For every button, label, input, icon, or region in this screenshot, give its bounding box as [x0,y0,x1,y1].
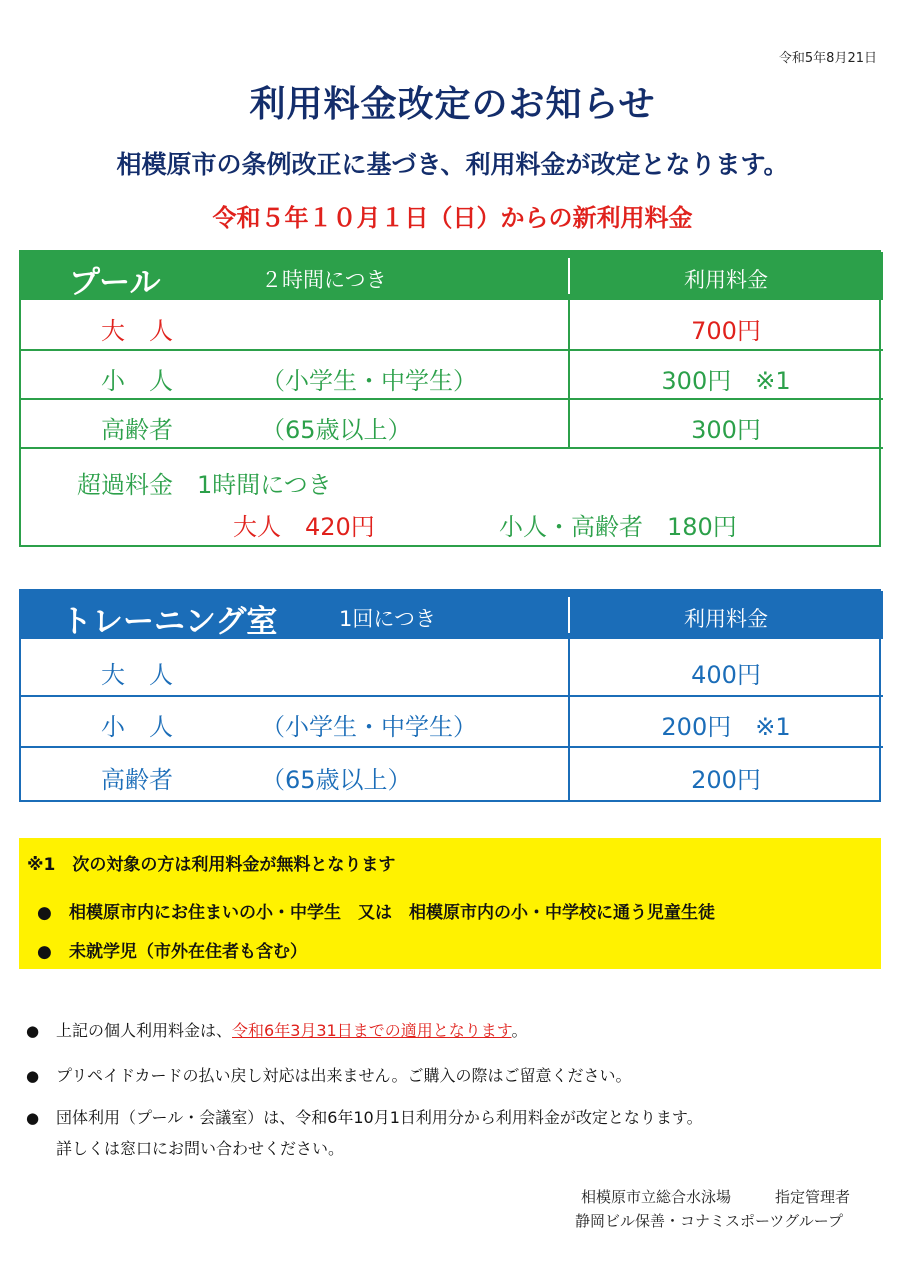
table-row [21,644,883,694]
table-row [21,696,883,746]
row-sublabel: （小学生・中学生） [261,713,477,741]
row-label: 小 人 [101,713,173,741]
bullet-icon: ● [26,1067,40,1085]
free-eligibility-note [19,838,881,969]
pool-table-title: プール [69,265,161,301]
note-item-text: 未就学児（市外在住者も含む） [69,942,307,962]
page-subtitle: 相模原市の条例改正に基づき、利用料金が改定となります。 [116,150,789,179]
footer-note [26,1105,703,1128]
training-fee-header: 利用料金 [684,607,768,631]
row-sublabel: （65歳以上） [261,416,412,444]
excess-fee-section [21,448,883,547]
row-price: 200円 [691,766,761,794]
note-item [37,937,307,962]
footer-text: プリペイドカードの払い戻し対応は出来ません。ご購入の際はご留意ください。 [56,1066,632,1085]
row-price: 700円 [691,317,761,345]
pool-table-header [21,252,883,300]
footer-text: 団体利用（プール・会議室）は、令和6年10月1日利用分から利用料金が改定となります。 [56,1108,703,1127]
footer-text: 詳しくは窓口にお問い合わせください。 [56,1139,345,1158]
table-row [21,399,883,449]
bullet-icon: ● [26,1109,40,1127]
notice-date: 令和5年8月21日 [778,51,877,66]
signature-group: 静岡ビル保善・コナミスポーツグループ [575,1212,844,1230]
excess-fee-label: 超過料金 1時間につき [77,471,332,499]
table-row [21,300,883,350]
row-label: 高齢者 [101,416,173,444]
row-sublabel: （65歳以上） [261,766,412,794]
footer-note [26,1063,632,1086]
bullet-icon: ● [26,1022,40,1040]
page-title: 利用料金改定のお知らせ [249,84,656,125]
row-price: 400円 [691,661,761,689]
row-sublabel: （小学生・中学生） [261,367,477,395]
footer-note-continuation [56,1136,344,1159]
table-row [21,350,883,400]
signature-role: 指定管理者 [775,1188,851,1206]
row-divider [21,746,883,748]
validity-period: 令和6年3月31日までの適用となります [232,1021,512,1040]
row-price: 300円 ※1 [661,367,791,395]
row-price: 200円 ※1 [661,713,791,741]
training-table-header [21,591,883,639]
excess-fee-child-senior: 小人・高齢者 180円 [499,513,737,541]
new-fee-heading: 令和５年１０月１日（日）からの新利用料金 [212,204,693,232]
training-fee-table [19,589,881,802]
footer-text: 上記の個人利用料金は、 [56,1021,233,1040]
training-table-title: トレーニング室 [61,604,278,640]
note-item [37,898,715,923]
row-label: 高齢者 [101,766,173,794]
pool-time-unit: ２時間につき [261,268,387,292]
row-label: 小 人 [101,367,173,395]
note-item-text: 相模原市内にお住まいの小・中学生 又は 相模原市内の小・中学校に通う児童生徒 [69,903,715,923]
bullet-icon: ● [37,942,52,962]
footer-text: 。 [511,1021,528,1040]
signature-facility: 相模原市立総合水泳場 [581,1188,732,1206]
table-row [21,749,883,799]
training-time-unit: 1回につき [339,607,436,631]
pool-fee-table [19,250,881,547]
footer-note [26,1018,527,1041]
note-heading: ※1 次の対象の方は利用料金が無料となります [27,855,396,875]
pool-fee-header: 利用料金 [684,268,768,292]
row-label: 大 人 [101,661,173,689]
row-label: 大 人 [101,317,173,345]
bullet-icon: ● [37,903,52,923]
row-price: 300円 [691,416,761,444]
excess-fee-adult: 大人 420円 [233,513,375,541]
